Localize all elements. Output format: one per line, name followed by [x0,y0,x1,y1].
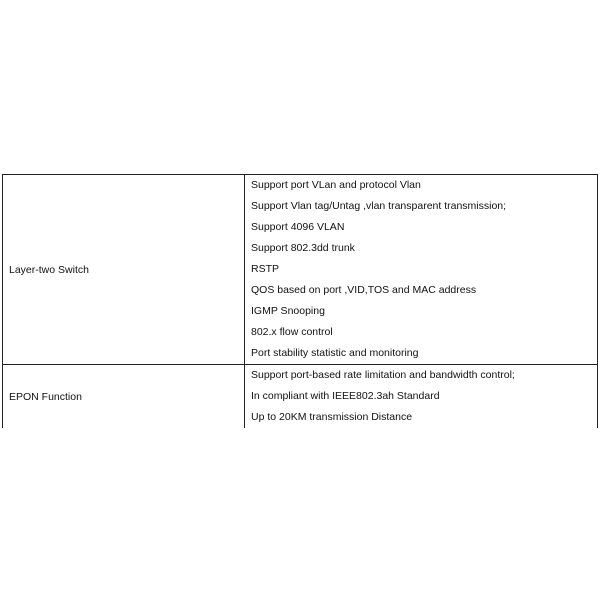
category-cell: Layer-two Switch [3,175,245,365]
feature-item: RSTP [251,263,280,275]
feature-item: Support Vlan tag/Untag ,vlan transparent transmission; [251,200,507,212]
features-cell [245,175,598,365]
category-cell: EPON Function [3,365,245,429]
feature-item: Support 802.3dd trunk [251,242,355,254]
feature-item: 802.x flow control [251,326,333,338]
feature-item: IGMP Snooping [251,305,325,317]
feature-item: Support port VLan and protocol Vlan [251,179,421,191]
feature-item: In compliant with IEEE802.3ah Standard [251,390,440,402]
table-row-epon-function [3,365,598,429]
feature-item: QOS based on port ,VID,TOS and MAC address [251,284,477,296]
table-row-layer-two-switch [3,175,598,365]
feature-item: Support port-based rate limitation and bandwidth control; [251,369,515,381]
feature-item: Port stability statistic and monitoring [251,347,419,359]
features-cell [245,365,598,429]
feature-item: Up to 20KM transmission Distance [251,411,413,423]
spec-table [2,174,598,428]
feature-item: Support 4096 VLAN [251,221,345,233]
